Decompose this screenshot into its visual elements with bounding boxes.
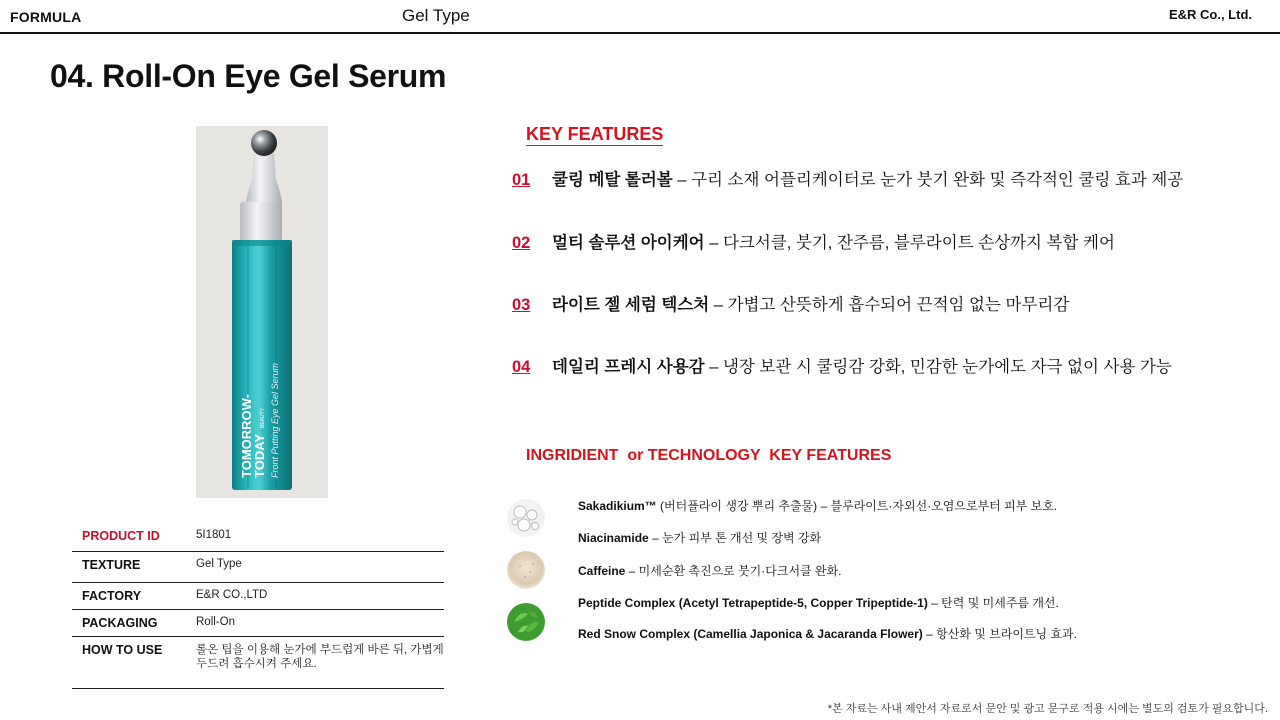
- feature-name: 멀티 솔루션 아이케어: [552, 234, 705, 252]
- feature-name: 쿨링 메탈 롤러볼: [552, 171, 673, 189]
- caffeine-powder-icon: [506, 550, 546, 590]
- page-title: 04. Roll-On Eye Gel Serum: [50, 58, 447, 94]
- spec-row-texture: [72, 551, 444, 582]
- header-formula-label: FORMULA: [10, 9, 82, 25]
- spec-row-factory: [72, 582, 444, 609]
- ingredient-name: Niacinamide: [578, 531, 649, 545]
- spec-value: 롤온 팁을 이용해 눈가에 부드럽게 바른 뒤, 가볍게 두드려 흡수시켜 주세요.: [186, 636, 444, 688]
- camellia-leaf-icon: [506, 602, 546, 642]
- ingredient-name: Sakadikium™: [578, 499, 657, 513]
- ingredient-item-niacinamide: [578, 529, 821, 546]
- ingredient-item-red-snow-complex: [578, 625, 1077, 642]
- header-company-name: E&R Co., Ltd.: [1168, 7, 1252, 22]
- spec-value: Gel Type: [186, 551, 444, 582]
- spec-label: TEXTURE: [72, 551, 186, 582]
- ingredient-name: Peptide Complex (Acetyl Tetrapeptide-5, Copper Tripeptide-1): [578, 596, 928, 610]
- feature-item-01: [512, 166, 1183, 190]
- spec-value: E&R CO.,LTD: [186, 582, 444, 609]
- feature-item-03: [512, 291, 1069, 315]
- feature-number: 04: [512, 358, 531, 376]
- product-illustration: [196, 126, 328, 498]
- header-bar: [0, 0, 1280, 34]
- roller-ball: [251, 130, 277, 156]
- sakadikium-bubbles-icon: [506, 498, 546, 538]
- brand-text-line2: TODAY: [252, 433, 267, 478]
- ingredient-desc: – 미세순환 촉진으로 붓기·다크서클 완화.: [625, 564, 842, 578]
- feature-number: 02: [512, 234, 531, 252]
- ingredient-desc: – 눈가 피부 톤 개선 및 장벽 강화: [648, 531, 822, 545]
- ingredient-desc: – 항산화 및 브라이트닝 효과.: [922, 627, 1077, 641]
- spec-value: Roll-On: [186, 609, 444, 636]
- feature-number: 03: [512, 296, 531, 314]
- feature-number: 01: [512, 171, 531, 189]
- ingredient-desc: – 탄력 및 미세주름 개선.: [927, 596, 1059, 610]
- spec-label: FACTORY: [72, 582, 186, 609]
- spec-row-how-to-use: [72, 636, 444, 688]
- feature-desc: – 다크서클, 붓기, 잔주름, 블루라이트 손상까지 복합 케어: [704, 234, 1115, 252]
- spec-label: PACKAGING: [72, 609, 186, 636]
- ingredient-section-title: INGRIDIENT or TECHNOLOGY KEY FEATURES: [526, 447, 892, 464]
- disclaimer-footnote: *본 자료는 사내 제안서 자료로서 문안 및 광고 문구로 적용 시에는 별도의 검토가 필요합니다.: [827, 703, 1268, 715]
- ingredient-name: Red Snow Complex (Camellia Japonica & Jacaranda Flower): [578, 627, 923, 641]
- brand-sub-text: BEAUTY: [260, 407, 266, 428]
- feature-desc: – 냉장 보관 시 쿨링감 강화, 민감한 눈가에도 자극 없이 사용 가능: [704, 358, 1172, 376]
- ingredient-name: Caffeine: [578, 564, 626, 578]
- spec-label: PRODUCT ID: [72, 523, 186, 551]
- product-image: [196, 126, 328, 498]
- spec-table: [72, 523, 444, 689]
- tube-cap: [240, 202, 282, 242]
- spec-row-product-id: [72, 523, 444, 551]
- brand-text-line1: TOMORROW-: [239, 394, 254, 478]
- feature-item-02: [512, 229, 1115, 253]
- spec-value: 5I1801: [186, 523, 444, 551]
- ingredient-item-peptide-complex: [578, 594, 1059, 611]
- ingredient-desc: (버터플라이 생강 뿌리 추출물) – 블루라이트·자외선·오염으로부터 피부 보호.: [656, 499, 1058, 513]
- spec-label: HOW TO USE: [72, 636, 186, 688]
- ingredient-item-caffeine: [578, 562, 842, 579]
- key-features-title: KEY FEATURES: [526, 124, 664, 144]
- feature-name: 라이트 젤 세럼 텍스처: [552, 296, 710, 314]
- feature-name: 데일리 프레시 사용감: [552, 358, 705, 376]
- spec-row-packaging: [72, 609, 444, 636]
- header-gel-type-label: Gel Type: [402, 6, 470, 25]
- feature-item-04: [512, 353, 1172, 377]
- feature-desc: – 가볍고 산뜻하게 흡수되어 끈적임 없는 마무리감: [709, 296, 1070, 314]
- ingredient-item-sakadikium: [578, 497, 1057, 514]
- feature-desc: – 구리 소재 어플리케이터로 눈가 붓기 완화 및 즉각적인 쿨링 효과 제공: [672, 171, 1184, 189]
- product-name-text: Front Putting Eye Gel Serum: [270, 362, 280, 478]
